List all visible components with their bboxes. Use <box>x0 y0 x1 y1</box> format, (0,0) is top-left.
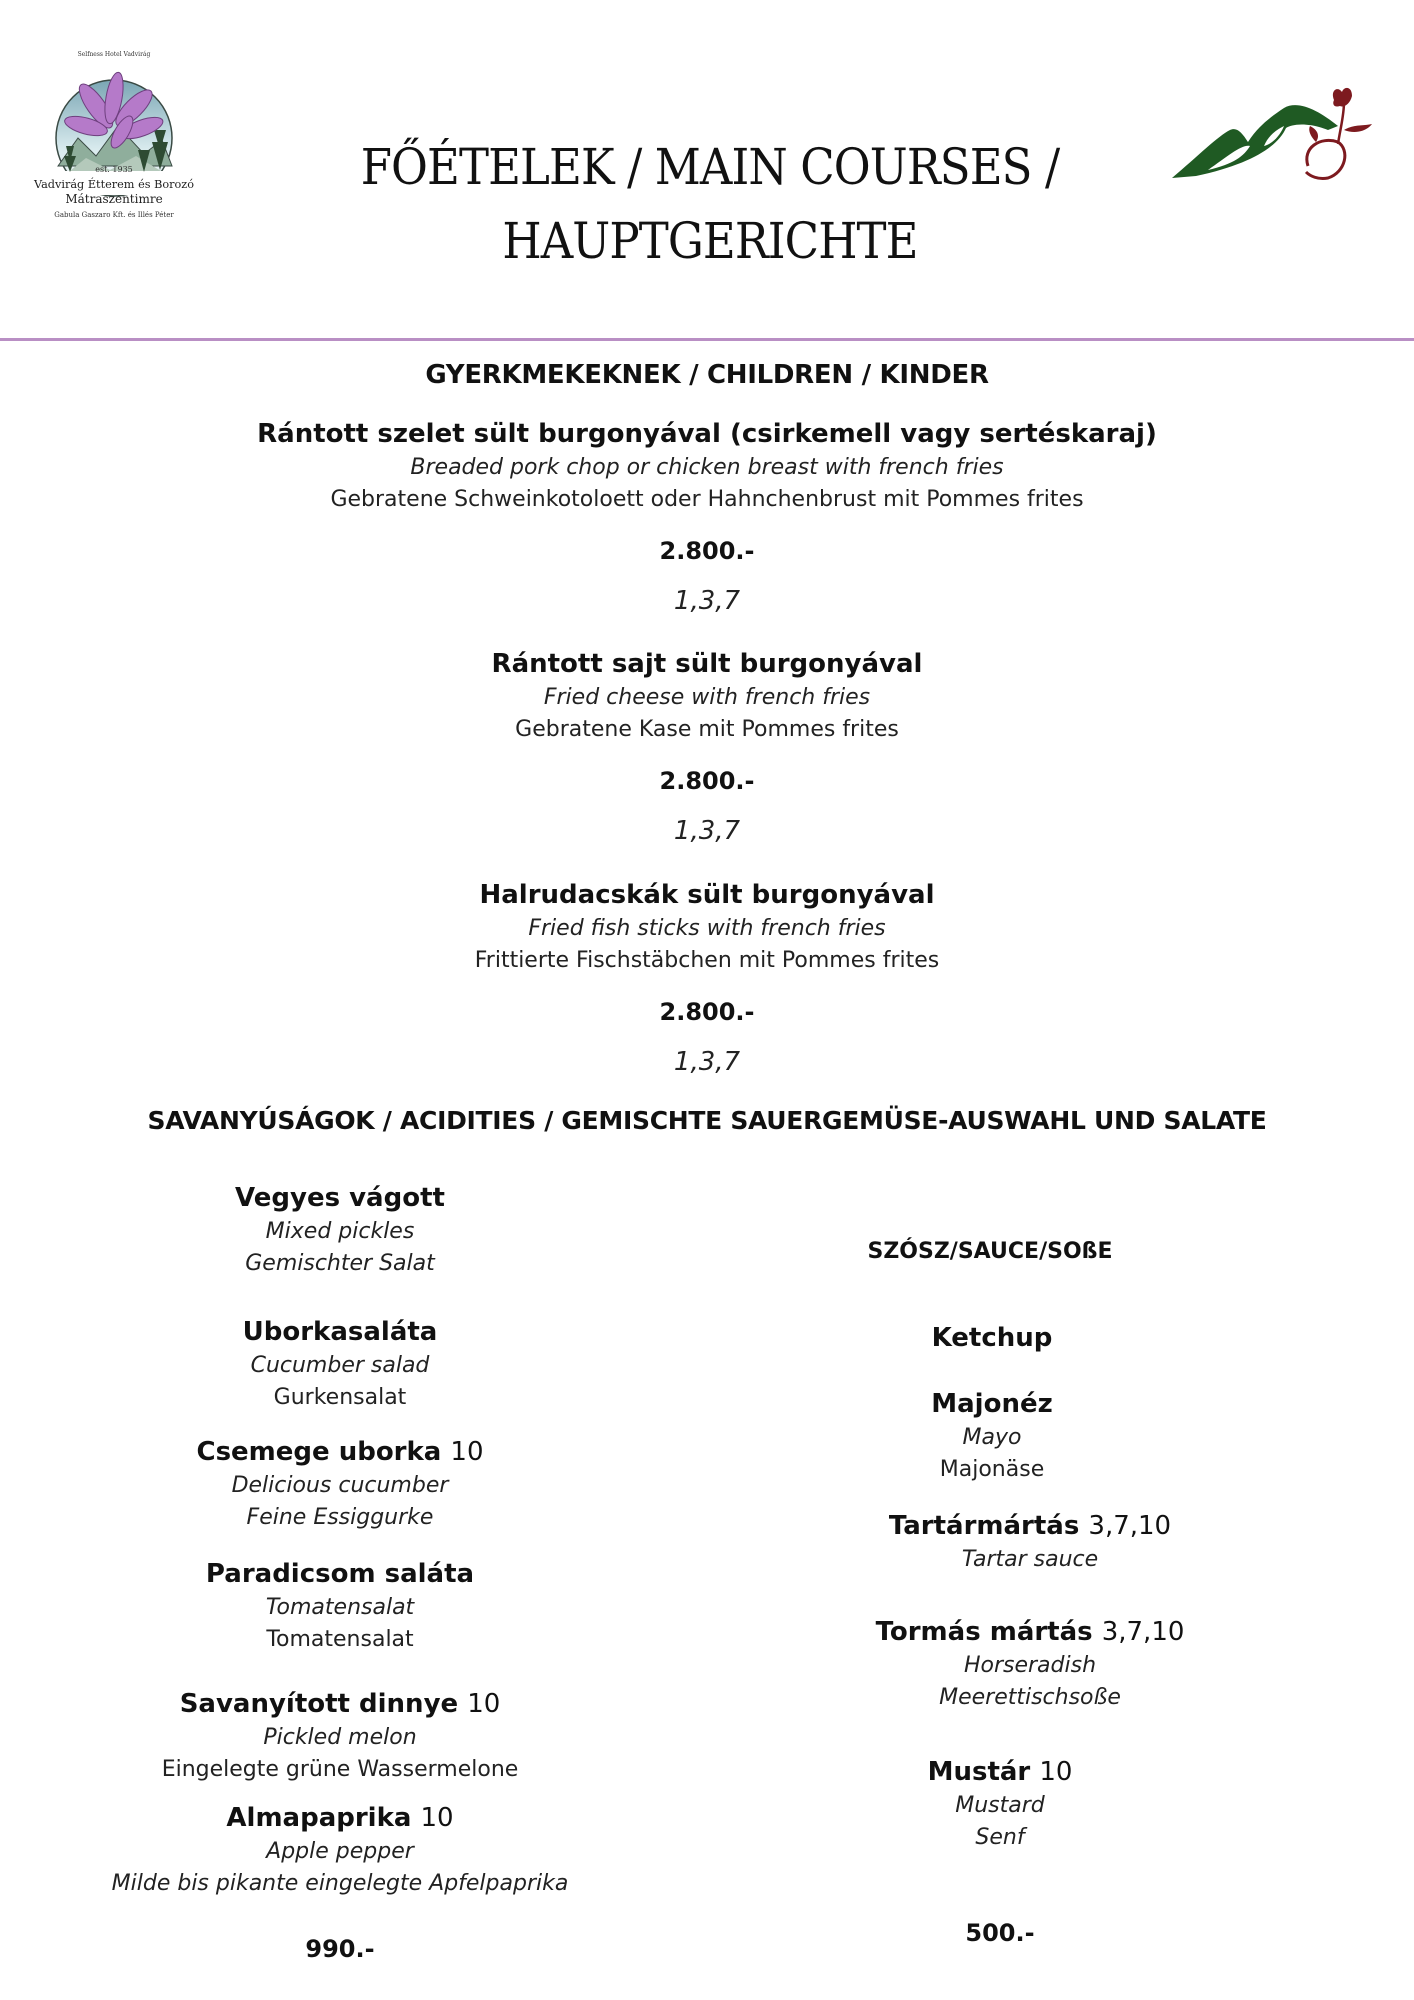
dish-name: Halrudacskák sült burgonyával <box>479 880 935 910</box>
sauce-german: Majonäse <box>939 1457 1045 1482</box>
acidity-allergens: 10 <box>467 1689 501 1719</box>
section-heading-sauces: SZÓSZ/SAUCE/SOßE <box>867 1239 1113 1264</box>
dish-english: Fried cheese with french fries <box>543 685 871 710</box>
restaurant-logo <box>26 46 196 230</box>
acidity-german: Gurkensalat <box>273 1385 407 1410</box>
sauce-english: Tartar sauce <box>961 1547 1099 1572</box>
sauce-english: Mustard <box>955 1793 1045 1818</box>
acidity-english: Tomatensalat <box>265 1595 415 1620</box>
dish-allergens: 1,3,7 <box>673 586 741 616</box>
acidity-name: Paradicsom saláta <box>205 1559 475 1589</box>
sauce-allergens: 3,7,10 <box>1101 1617 1185 1647</box>
acidity-english: Cucumber salad <box>250 1353 430 1378</box>
sauce-item <box>800 1754 1200 1854</box>
acidity-item <box>40 1686 640 1786</box>
acidity-german: Gemischter Salat <box>245 1251 435 1276</box>
dish-english: Fried fish sticks with french fries <box>528 916 886 941</box>
acidity-item <box>40 1314 640 1414</box>
acidity-german: Milde bis pikante eingelegte Apfelpaprika <box>111 1871 569 1896</box>
sauce-name: Tormás mártás <box>875 1617 1093 1647</box>
acidity-item <box>40 1800 640 1900</box>
acidity-english: Apple pepper <box>266 1839 414 1864</box>
dish-item <box>0 877 1414 1077</box>
acidity-item <box>40 1180 640 1280</box>
dish-name: Rántott szelet sült burgonyával (csirkemell vagy sertéskaraj) <box>257 419 1157 449</box>
sauce-item <box>792 1386 1192 1486</box>
acidity-english: Mixed pickles <box>265 1219 415 1244</box>
acidity-allergens: 10 <box>450 1437 484 1467</box>
sauce-english: Mayo <box>962 1425 1022 1450</box>
header-divider <box>0 338 1414 341</box>
sauces-price: 500.- <box>965 1919 1035 1947</box>
acidity-german: Tomatensalat <box>266 1627 414 1652</box>
mountain-flower-logo <box>1168 86 1380 188</box>
acidity-name: Almapaprika <box>226 1803 412 1833</box>
acidity-name: Savanyított dinnye <box>179 1689 459 1719</box>
sauce-name: Tartármártás <box>888 1511 1080 1541</box>
acidity-name: Uborkasaláta <box>242 1317 438 1347</box>
acidity-allergens: 10 <box>420 1803 454 1833</box>
acidity-english: Pickled melon <box>263 1725 417 1750</box>
dish-item <box>0 416 1414 616</box>
sauce-name: Ketchup <box>931 1323 1053 1353</box>
acidity-english: Delicious cucumber <box>231 1473 449 1498</box>
page-title-line-1: FŐÉTELEK / MAIN COURSES / <box>360 138 1060 196</box>
mountain-flower-icon <box>1168 86 1380 188</box>
sauce-item <box>792 1320 1192 1356</box>
acidity-german: Feine Essiggurke <box>246 1505 434 1530</box>
dish-german: Gebratene Kase mit Pommes frites <box>515 717 899 742</box>
sauce-allergens: 3,7,10 <box>1088 1511 1172 1541</box>
vadvirag-logo-icon <box>26 46 196 230</box>
logo-hotel-text: Selfness Hotel Vadvirág <box>77 51 151 58</box>
logo-est-text: est. 1935 <box>95 165 133 174</box>
sauce-german: Senf <box>975 1825 1025 1850</box>
acidity-item <box>40 1556 640 1656</box>
dish-german: Gebratene Schweinkotoloett oder Hahnchenbrust mit Pommes frites <box>330 487 1084 512</box>
sauce-item <box>830 1614 1230 1714</box>
logo-name-text: Vadvirág Étterem és Borozó <box>33 177 195 191</box>
dish-price: 2.800.- <box>659 998 755 1026</box>
dish-english: Breaded pork chop or chicken breast with french fries <box>410 455 1004 480</box>
sauce-item <box>830 1508 1230 1576</box>
dish-price: 2.800.- <box>659 537 755 565</box>
acidity-name: Csemege uborka <box>196 1437 442 1467</box>
dish-allergens: 1,3,7 <box>673 816 741 846</box>
section-heading-children: GYERKMEKEKNEK / CHILDREN / KINDER <box>425 360 989 390</box>
sauce-english: Horseradish <box>963 1653 1097 1678</box>
dish-name: Rántott sajt sült burgonyával <box>491 649 923 679</box>
page-title-line-2: HAUPTGERICHTE <box>502 212 918 270</box>
acidity-name: Vegyes vágott <box>235 1183 445 1213</box>
dish-price: 2.800.- <box>659 767 755 795</box>
sauce-name: Mustár <box>927 1757 1031 1787</box>
acidity-german: Eingelegte grüne Wassermelone <box>161 1757 519 1782</box>
dish-item <box>0 646 1414 846</box>
page-title <box>287 130 1133 278</box>
sauce-german: Meerettischsoße <box>939 1685 1121 1710</box>
logo-owners-text: Gabula Gaszaro Kft. és Illés Péter <box>54 211 174 219</box>
section-heading-acidities: SAVANYÚSÁGOK / ACIDITIES / GEMISCHTE SAUERGEMÜSE-AUSWAHL UND SALATE <box>147 1106 1267 1135</box>
sauce-name: Majonéz <box>931 1389 1053 1419</box>
dish-allergens: 1,3,7 <box>673 1047 741 1077</box>
logo-place-text: Mátraszentimre <box>65 192 163 206</box>
acidity-item <box>40 1434 640 1534</box>
dish-german: Frittierte Fischstäbchen mit Pommes frites <box>474 948 940 973</box>
acidities-price: 990.- <box>305 1935 375 1963</box>
sauce-allergens: 10 <box>1039 1757 1073 1787</box>
